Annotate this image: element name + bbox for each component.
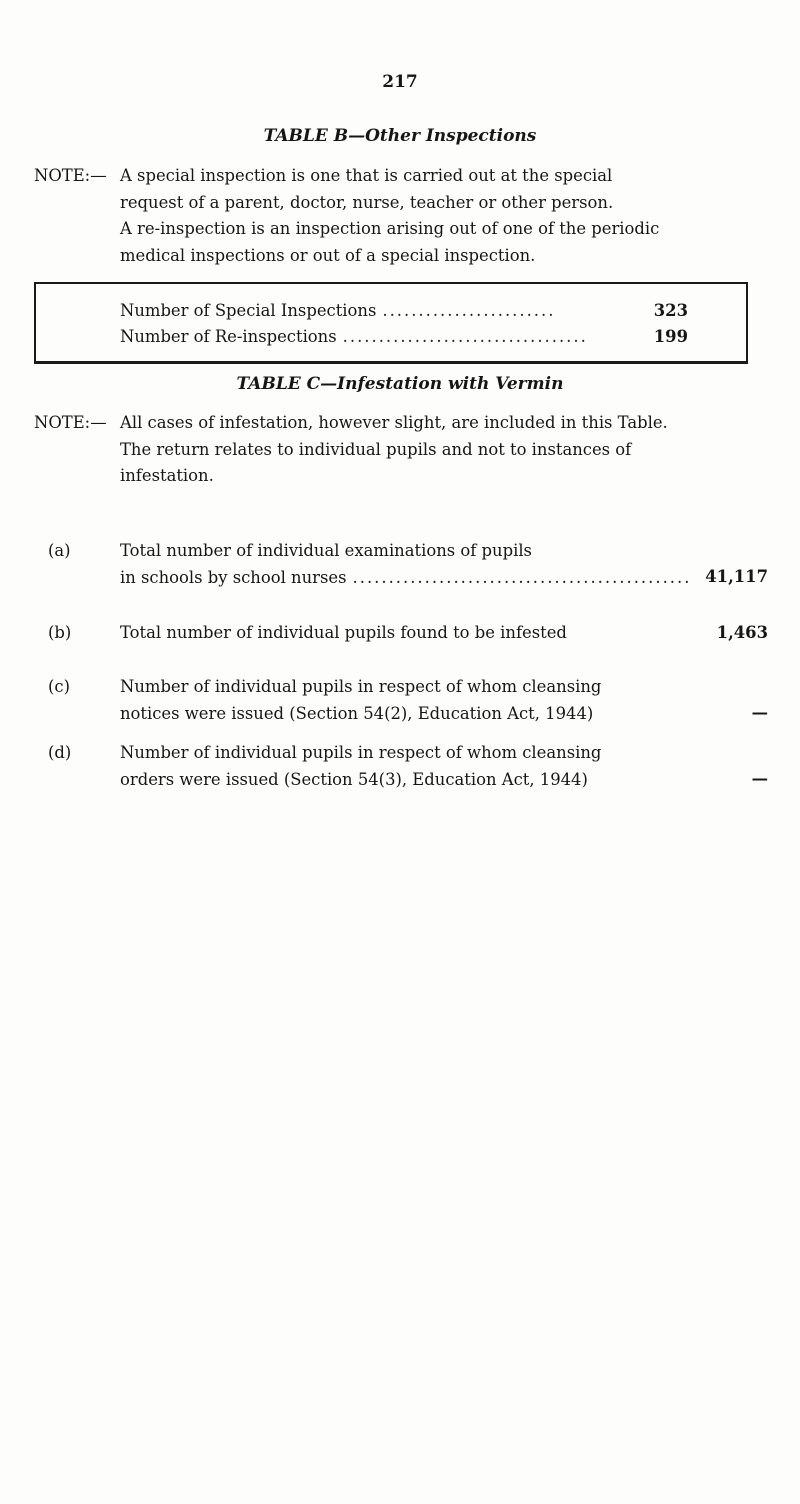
item-c (48, 674, 768, 730)
note-line: All cases of infestation, however slight, are included in this Table. (120, 413, 668, 432)
page-number: 217 (382, 72, 418, 92)
table-b-title: TABLE B—Other Inspections (263, 126, 537, 146)
leader-dots: ............................................... (352, 567, 692, 587)
item-line: notices were issued (Section 54(2), Education Act, 1944) (120, 703, 594, 723)
table-c-note (34, 410, 774, 490)
item-text (120, 538, 720, 591)
item-line: Total number of individual examinations of pupils (120, 541, 532, 560)
note-line: infestation. (120, 466, 214, 485)
item-line: orders were issued (Section 54(3), Education Act, 1944) (120, 769, 588, 789)
row-value: 323 (653, 301, 688, 320)
note-body (120, 410, 780, 490)
leader-dots: .................................. (342, 327, 588, 346)
item-b (48, 620, 768, 650)
item-text (120, 740, 680, 793)
item-text (120, 674, 680, 727)
note-label: NOTE:— (34, 166, 107, 185)
note-line: request of a parent, doctor, nurse, teacher or other person. (120, 192, 614, 212)
inspections-box (34, 282, 748, 364)
item-line-with-dots (120, 565, 720, 592)
item-value: — (751, 703, 768, 722)
item-line: Number of individual pupils in respect of whom cleansing (120, 743, 602, 762)
note-label: NOTE:— (34, 413, 107, 432)
note-line: medical inspections or out of a special inspection. (120, 245, 536, 265)
item-line: Number of individual pupils in respect of whom cleansing (120, 677, 602, 696)
item-value: 1,463 (716, 623, 768, 642)
item-letter: (d) (48, 743, 72, 762)
note-line: The return relates to individual pupils and not to instances of (120, 439, 632, 459)
item-letter: (c) (48, 677, 70, 696)
row-value: 199 (653, 327, 688, 346)
table-b-note (34, 163, 774, 269)
row-label: Number of Special Inspections (120, 301, 377, 320)
note-line: A re-inspection is an inspection arising out of one of the periodic (120, 219, 660, 238)
re-inspections-row (120, 327, 688, 346)
item-d (48, 740, 768, 796)
item-value: 41,117 (705, 567, 768, 586)
item-line: Total number of individual pupils found to be infested (120, 623, 567, 642)
table-c-title: TABLE C—Infestation with Vermin (236, 374, 564, 394)
note-body (120, 163, 780, 269)
item-letter: (b) (48, 623, 72, 642)
item-value: — (751, 769, 768, 788)
leader-dots: ........................ (382, 301, 556, 320)
row-label: Number of Re-inspections (120, 327, 337, 346)
item-text (120, 620, 680, 647)
special-inspections-row (120, 301, 688, 320)
item-a (48, 538, 768, 594)
item-letter: (a) (48, 541, 71, 560)
note-line: A special inspection is one that is carried out at the special (120, 166, 613, 185)
item-line: in schools by school nurses (120, 567, 347, 587)
